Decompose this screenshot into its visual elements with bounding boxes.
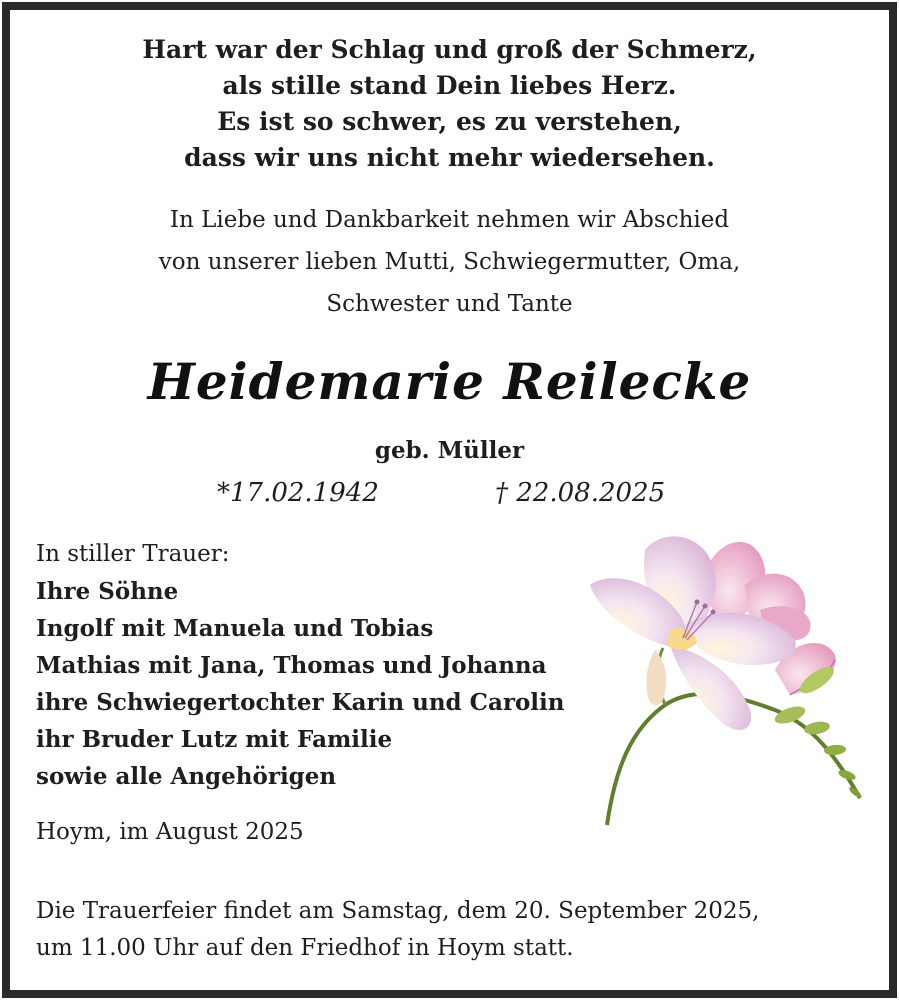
place-date: Hoym, im August 2025	[36, 819, 304, 845]
mourner-line: Mathias mit Jana, Thomas und Johanna	[36, 652, 547, 679]
birth-date: *17.02.1942	[217, 478, 379, 508]
poem-line: als stille stand Dein liebes Herz.	[222, 71, 677, 100]
mourner-line: Ingolf mit Manuela und Tobias	[36, 615, 434, 642]
intro-line: von unserer lieben Mutti, Schwiegermutter, Oma,	[158, 249, 741, 275]
service-line: Die Trauerfeier findet am Samstag, dem 20. September 2025,	[36, 898, 760, 924]
funeral-service-info	[36, 893, 759, 967]
freesia-flower-icon	[585, 530, 870, 830]
poem-line: Hart war der Schlag und groß der Schmerz,	[142, 35, 757, 64]
mourners-heading: In stiller Trauer:	[36, 541, 230, 567]
intro-text	[0, 199, 899, 325]
poem-line: Es ist so schwer, es zu verstehen,	[217, 107, 682, 136]
death-date: † 22.08.2025	[495, 478, 666, 508]
intro-line: Schwester und Tante	[326, 291, 573, 317]
poem	[0, 32, 899, 176]
mourners-list	[36, 536, 565, 795]
intro-line: In Liebe und Dankbarkeit nehmen wir Abschied	[169, 207, 730, 233]
maiden-name: geb. Müller	[374, 437, 525, 464]
service-line: um 11.00 Uhr auf den Friedhof in Hoym statt.	[36, 935, 574, 961]
mourner-line: ihre Schwiegertochter Karin und Carolin	[36, 689, 565, 716]
poem-line: dass wir uns nicht mehr wiedersehen.	[184, 143, 715, 172]
mourner-line: Ihre Söhne	[36, 578, 179, 605]
mourner-line: ihr Bruder Lutz mit Familie	[36, 726, 393, 753]
deceased-name: Heidemarie Reilecke	[147, 352, 752, 411]
mourner-line: sowie alle Angehörigen	[36, 763, 337, 790]
